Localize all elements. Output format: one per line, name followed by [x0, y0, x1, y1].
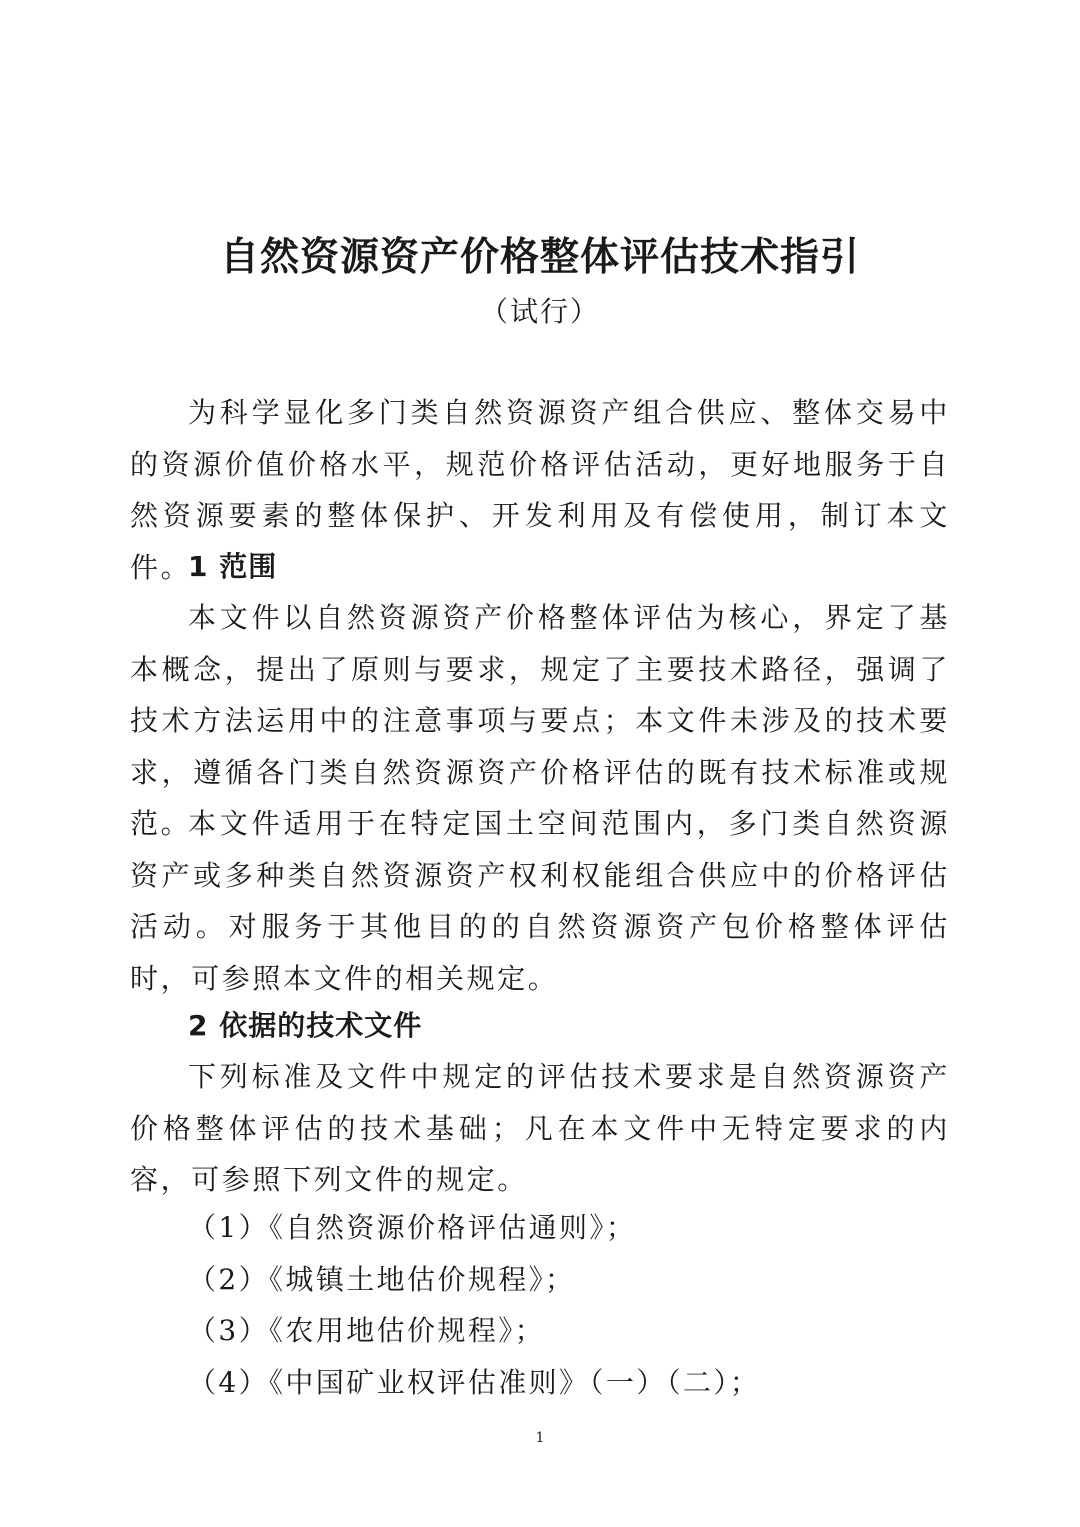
page-number: 1 — [535, 1430, 545, 1446]
list-item: （3）《农用地估价规程》； — [188, 1314, 546, 1347]
list-item: （1）《自然资源价格评估通则》； — [188, 1211, 637, 1244]
intro-paragraph: 为科学显化多门类自然资源资产组合供应、整体交易中的资源价值价格水平，规范价格评估活动，更好地服务于自然资源要素的整体保护、开发利用及有偿使用，制订本文件。 — [130, 396, 950, 584]
reference-list — [188, 1202, 760, 1408]
references-paragraph: 下列标准及文件中规定的评估技术要求是自然资源资产价格整体评估的技术基础；凡在本文件中无特定要求的内容，可参照下列文件的规定。 — [130, 1060, 950, 1196]
section-heading-scope: 1 范围 — [188, 550, 278, 583]
section-heading-references: 2 依据的技术文件 — [188, 1009, 423, 1042]
list-item: （2）《城镇土地估价规程》； — [188, 1262, 576, 1296]
document-subtitle: （试行） — [479, 295, 600, 328]
document-title: 自然资源资产价格整体评估技术指引 — [219, 235, 860, 280]
list-item: （4）《中国矿业权评估准则》（一）（二）； — [188, 1365, 761, 1399]
scope-paragraph-1: 本文件以自然资源资产价格整体评估为核心，界定了基本概念，提出了原则与要求，规定了主要技术路径，强调了技术方法运用中的注意事项与要点；本文件未涉及的技术要求，遵循各门类自然资源资产价格评估的既有技术标准或规范。 — [130, 601, 950, 840]
scope-paragraph-2: 本文件适用于在特定国土空间范围内，多门类自然资源资产或多种类自然资源资产权利权能组合供应中的价格评估活动。对服务于其他目的的自然资源资产包价格整体评估时，可参照本文件的相关规定。 — [130, 807, 950, 995]
